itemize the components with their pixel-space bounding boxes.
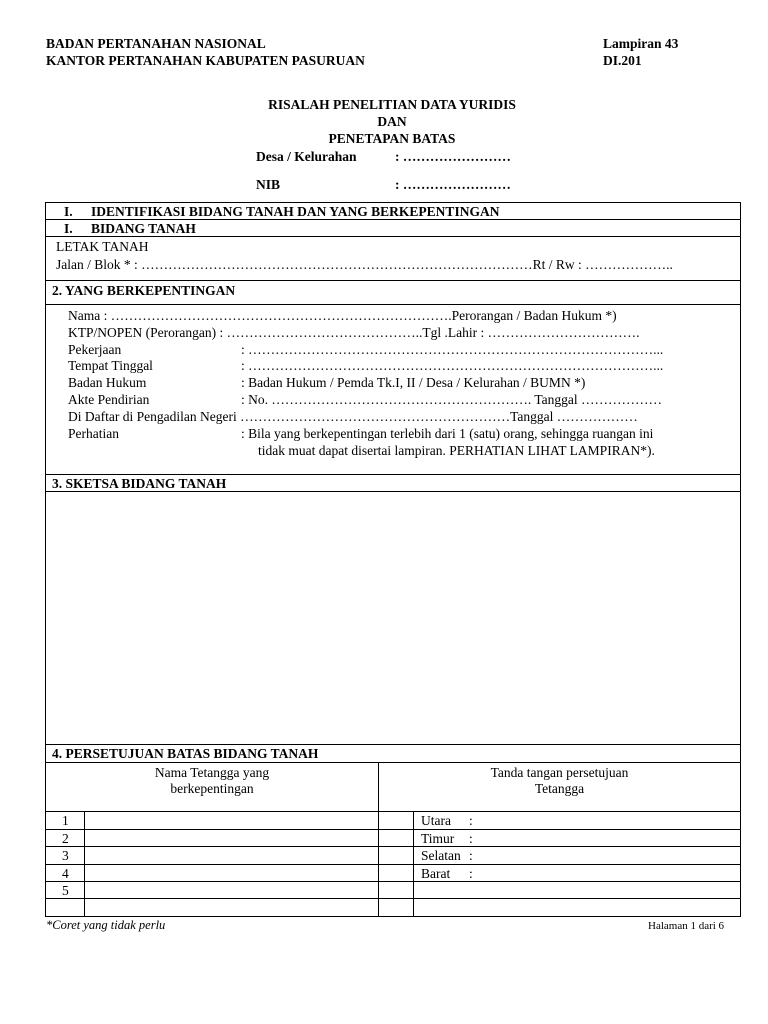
sketch-area[interactable]: [46, 492, 740, 744]
akte-pendirian-label: Akte Pendirian: [68, 392, 150, 407]
perhatian-note-line-2: tidak muat dapat disertai lampiran. PERHATIAN LIHAT LAMPIRAN*).: [258, 443, 655, 458]
nama-field[interactable]: Nama : ………………………………………………………………….Perorangan / Badan Hukum *): [68, 308, 617, 323]
daftar-pengadilan-field[interactable]: Di Daftar di Pengadilan Negeri ……………………………………………………Tanggal ………………: [68, 409, 638, 424]
pekerjaan-label: Pekerjaan: [68, 342, 122, 357]
neighbor-name-cell[interactable]: [86, 882, 377, 897]
direction-colon: :: [469, 813, 473, 828]
badan-hukum-options: : Badan Hukum / Pemda Tk.I, II / Desa / Kelurahan / BUMN *): [241, 375, 586, 390]
direction-label: Barat: [421, 866, 451, 881]
signature-cell[interactable]: [480, 865, 739, 880]
col-tanda-tangan-line-1: Tanda tangan persetujuan: [490, 765, 629, 780]
row-number: 5: [62, 883, 69, 898]
col-nama-tetangga-line-1: Nama Tetangga yang: [154, 765, 270, 780]
title-line-3: PENETAPAN BATAS: [328, 131, 456, 146]
col-nama-tetangga-line-2: berkepentingan: [170, 781, 254, 796]
desa-value: : ……………………: [395, 149, 511, 164]
org-line-1: BADAN PERTANAHAN NASIONAL: [46, 36, 266, 51]
direction-colon: :: [469, 848, 473, 863]
section-1-number: I.: [64, 204, 73, 219]
section-1-heading: IDENTIFIKASI BIDANG TANAH DAN YANG BERKEPENTINGAN: [91, 204, 500, 219]
title-line-2: DAN: [377, 114, 407, 129]
perhatian-label: Perhatian: [68, 426, 119, 441]
letak-tanah-label: LETAK TANAH: [56, 239, 149, 254]
org-line-2: KANTOR PERTANAHAN KABUPATEN PASURUAN: [46, 53, 365, 68]
direction-label: Timur: [421, 831, 455, 846]
perhatian-note-line-1: : Bila yang berkepentingan terlebih dari 1 (satu) orang, sehingga ruangan ini: [241, 426, 654, 441]
akte-pendirian-field[interactable]: : No. …………………………………………………. Tanggal ………………: [241, 392, 663, 407]
signature-cell[interactable]: [480, 847, 739, 863]
row-number: 4: [62, 866, 69, 881]
badan-hukum-label: Badan Hukum: [68, 375, 147, 390]
row-number: 2: [62, 831, 69, 846]
footnote: *Coret yang tidak perlu: [46, 918, 166, 932]
direction-colon: :: [469, 866, 473, 881]
neighbor-name-cell[interactable]: [86, 865, 377, 880]
ref-line-1: Lampiran 43: [603, 36, 679, 51]
direction-label: Selatan: [421, 848, 461, 863]
jalan-blok-field[interactable]: Jalan / Blok * : ……………………………………………………………………………Rt / Rw : ………………..: [56, 257, 673, 272]
col-tanda-tangan-line-2: Tetangga: [534, 781, 585, 796]
nib-label: NIB: [256, 177, 281, 192]
tempat-tinggal-field[interactable]: : ………………………………………………………………………………...: [241, 358, 664, 373]
subsection-1-number: I.: [64, 221, 73, 236]
direction-colon: :: [469, 831, 473, 846]
neighbor-name-cell[interactable]: [86, 830, 377, 845]
nib-value: : ……………………: [395, 177, 511, 192]
ktp-field[interactable]: KTP/NOPEN (Perorangan) : ……………………………………..Tgl .Lahir : …………………………….: [68, 325, 640, 340]
section-2-heading: 2. YANG BERKEPENTINGAN: [52, 283, 236, 298]
section-4-heading: 4. PERSETUJUAN BATAS BIDANG TANAH: [52, 746, 319, 761]
pekerjaan-field[interactable]: : ………………………………………………………………………………...: [241, 342, 664, 357]
ref-line-2: DI.201: [603, 53, 642, 68]
neighbor-name-cell[interactable]: [86, 812, 377, 828]
title-line-1: RISALAH PENELITIAN DATA YURIDIS: [268, 97, 516, 112]
subsection-bidang-tanah-heading: BIDANG TANAH: [91, 221, 196, 236]
row-number: 3: [62, 848, 69, 863]
row-number: 1: [62, 813, 69, 828]
section-3-heading: 3. SKETSA BIDANG TANAH: [52, 476, 227, 491]
signature-cell[interactable]: [480, 812, 739, 828]
neighbor-name-cell[interactable]: [86, 847, 377, 863]
page-number: Halaman 1 dari 6: [648, 920, 725, 932]
neighbor-name-cell[interactable]: [86, 899, 377, 915]
signature-cell[interactable]: [415, 899, 739, 915]
signature-cell[interactable]: [480, 830, 739, 845]
direction-label: Utara: [421, 813, 451, 828]
tempat-tinggal-label: Tempat Tinggal: [68, 358, 153, 373]
signature-cell[interactable]: [415, 882, 739, 897]
desa-label: Desa / Kelurahan: [256, 149, 357, 164]
